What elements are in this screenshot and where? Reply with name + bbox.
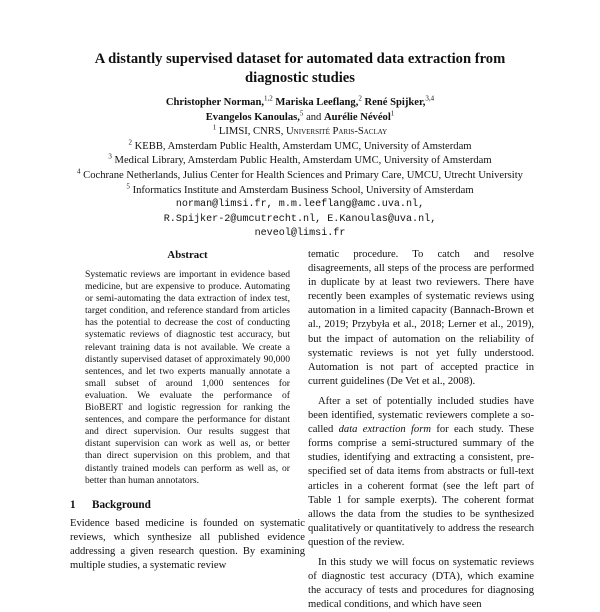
right-column xyxy=(308,248,534,612)
author-sup: 1 xyxy=(390,109,395,118)
author-name: Evangelos Kanoulas, xyxy=(205,111,300,123)
affiliation: $^4$ Cochrane Netherlands, Julius Center for Health Sciences and Primary Care, UMCU, Utrecht University xyxy=(77,167,523,181)
author-sup: 3,4 xyxy=(425,94,435,103)
email-line: norman@limsi.fr, m.m.leeflang@amc.uva.nl, xyxy=(175,199,425,211)
section-number: 1 xyxy=(70,498,76,511)
author-sup: 1,2 xyxy=(263,94,273,103)
body-paragraph: In this study we will focus on systematic reviews of diagnostic test accuracy (DTA), which examine the accuracy of tests and procedures for diagnosing medical conditions, and which have seen xyxy=(308,556,534,611)
paper-title xyxy=(60,50,540,88)
author-names-line-2 xyxy=(40,111,560,126)
author-sup: 2 xyxy=(358,94,362,103)
title-line-1: A distantly supervised dataset for automated data extraction from xyxy=(94,51,506,67)
author-block xyxy=(40,96,560,242)
author-name: René Spijker, xyxy=(364,97,426,108)
section-heading xyxy=(70,498,305,512)
author-name: Mariska Leeflang, xyxy=(275,97,359,108)
affiliation: $^5$ Informatics Institute and Amsterdam Business School, University of Amsterdam xyxy=(126,182,474,196)
affiliation: $^1$ LIMSI, CNRS, Université Paris-Saclay xyxy=(212,123,388,138)
body-paragraph: tematic procedure. To catch and resolve disagreements, all steps of the process are performed in duplicate by at least two reviewers. There have recently been examples of systematic reviews using automation in a limited capacity (Bannach-Brown et al., 2019; Przybyła et al., 2018; Lerner et al., 2019), but the impact of automation on the reliability of systematic reviews is not yet fully understood. Automation is not part of accepted practice in current guidelines (De Vet et al., 2008). xyxy=(308,249,534,387)
email-line: neveol@limsi.fr xyxy=(254,228,346,240)
author-conjunction: and xyxy=(306,111,322,123)
affiliation: $^2$ KEBB, Amsterdam Public Health, Amsterdam UMC, University of Amsterdam xyxy=(128,138,472,152)
email-line: R.Spijker-2@umcutrecht.nl, E.Kanoulas@uva.nl, xyxy=(163,213,437,225)
body-paragraph: Evidence based medicine is founded on systematic reviews, which synthesize all published evidence addressing a given research question. By examining multiple studies, a systematic review xyxy=(70,517,305,571)
title-line-2: diagnostic studies xyxy=(245,70,355,86)
abstract-heading: Abstract xyxy=(167,249,208,261)
author-name: Aurélie Névéol xyxy=(324,111,391,123)
body-paragraph: After a set of potentially included studies have been identified, systematic reviewers complete a so-called data extraction form for each study. These forms comprise a semi-structured summary of the studies, identifying and extracting a consistent, pre-specified set of data items from abstracts or full-text articles in a coherent format (see the left part of Table 1 for sample exerpts). The coherent format allows the data from the studies to be synthesized qualitatively or quantitatively to address the research question of the review. xyxy=(308,395,535,548)
emphasis: data extraction form xyxy=(338,424,432,436)
affiliation: $^3$ Medical Library, Amsterdam Public Health, Amsterdam UMC, University of Amsterdam xyxy=(108,152,492,167)
abstract-text: Systematic reviews are important in evidence based medicine, but are expensive to produce. Automating or semi-automating the data extraction of index test, target condition, and reference standard from articles has the potential to decrease the cost of conducting systematic reviews of diagnostic test accuracy, but relevant training data is not available. We create a distantly supervised dataset of approximately 90,000 sentences, and let two experts manually annotate a small subset of around 1,000 sentences for evaluation. We evaluate the performance of BioBERT and logistic regression for ranking the sentences, and compare the performance for distant and direct supervision. Our results suggest that distant supervision can work as well as, or better than direct supervision on this problem, and that distantly trained models can perform as well as, or better than human annotators. xyxy=(85,269,290,486)
author-name: Christopher Norman, xyxy=(165,97,264,108)
section-title: Background xyxy=(92,498,151,511)
left-column xyxy=(70,248,305,573)
author-sup: 5 xyxy=(299,109,304,118)
